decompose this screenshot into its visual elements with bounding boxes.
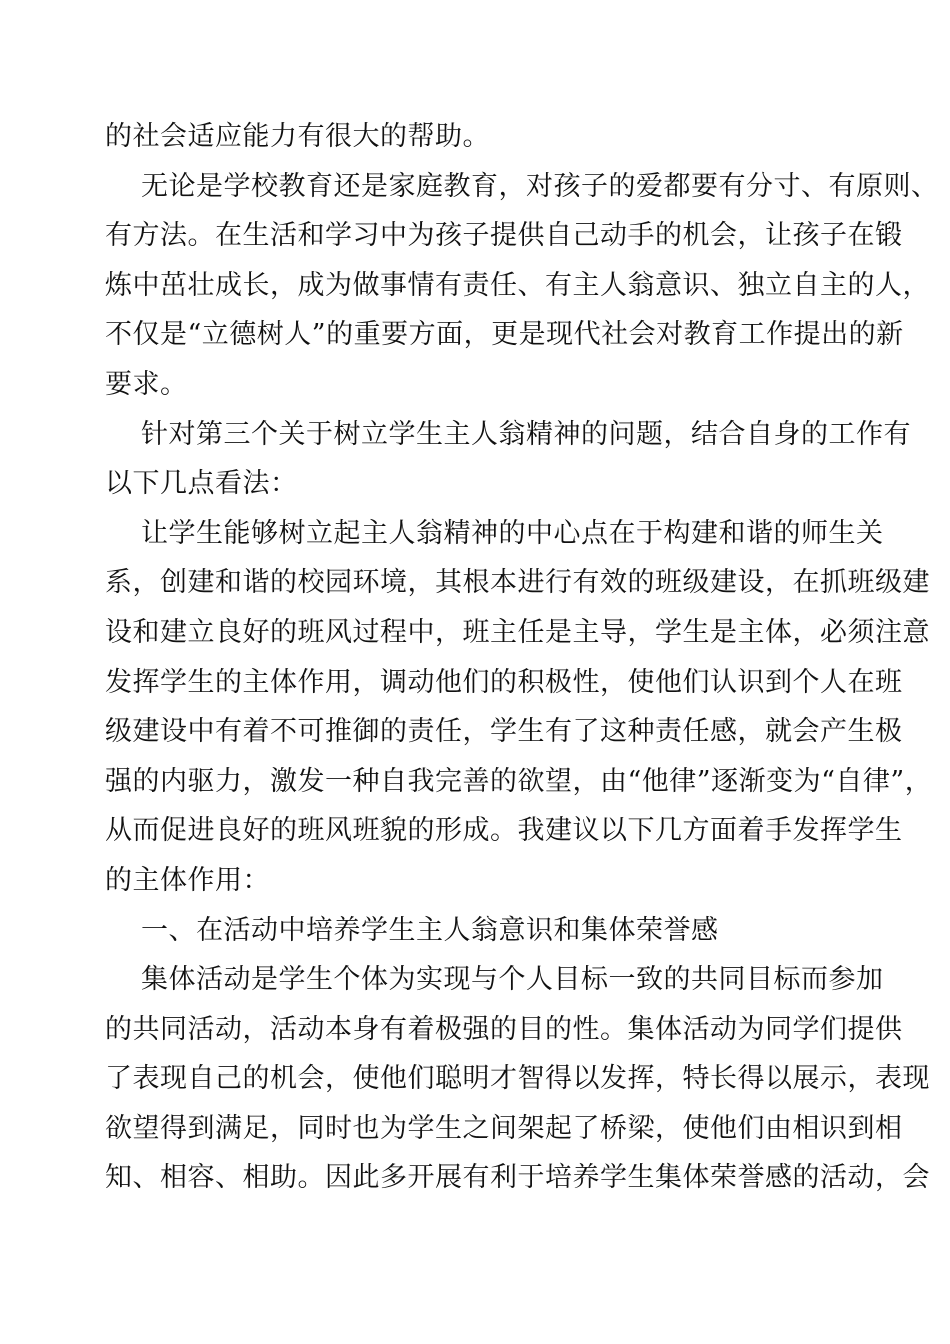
text-line: 无论是学校教育还是家庭教育，对孩子的爱都要有分寸、有原则、	[141, 170, 939, 202]
text-line: 系，创建和谐的校园环境，其根本进行有效的班级建设，在抓班级建	[105, 567, 930, 599]
text-line: 设和建立良好的班风过程中，班主任是主导，学生是主体，必须注意	[105, 616, 930, 648]
text-line: 要求。	[105, 368, 188, 400]
text-line: 欲望得到满足，同时也为学生之间架起了桥梁，使他们由相识到相	[105, 1112, 903, 1144]
text-line: 让学生能够树立起主人翁精神的中心点在于构建和谐的师生关	[141, 517, 884, 549]
document-body	[105, 112, 939, 1203]
text-line: 从而促进良好的班风班貌的形成。我建议以下几方面着手发挥学生	[105, 815, 903, 847]
text-line: 集体活动是学生个体为实现与个人目标一致的共同目标而参加	[141, 964, 884, 996]
text-line: 一、在活动中培养学生主人翁意识和集体荣誉感	[141, 914, 719, 946]
text-line: 强的内驱力，激发一种自我完善的欲望，由“他律”逐渐变为“自律”，	[105, 765, 933, 797]
text-line: 了表现自己的机会，使他们聪明才智得以发挥，特长得以展示，表现	[105, 1063, 930, 1095]
text-line: 级建设中有着不可推御的责任，学生有了这种责任感，就会产生极	[105, 716, 903, 748]
text-line: 炼中茁壮成长，成为做事情有责任、有主人翁意识、独立自主的人，	[105, 269, 930, 301]
text-line: 以下几点看法：	[105, 468, 298, 500]
text-line: 发挥学生的主体作用，调动他们的积极性，使他们认识到个人在班	[105, 666, 903, 698]
text-line: 的主体作用：	[105, 864, 270, 896]
text-line: 有方法。在生活和学习中为孩子提供自己动手的机会，让孩子在锻	[105, 220, 903, 252]
text-line: 针对第三个关于树立学生主人翁精神的问题，结合自身的工作有	[141, 418, 911, 450]
text-line: 的共同活动，活动本身有着极强的目的性。集体活动为同学们提供	[105, 1013, 903, 1045]
text-line: 不仅是“立德树人”的重要方面，更是现代社会对教育工作提出的新	[105, 319, 904, 351]
text-line: 知、相容、相助。因此多开展有利于培养学生集体荣誉感的活动，会	[105, 1162, 930, 1194]
text-line: 的社会适应能力有很大的帮助。	[105, 121, 490, 152]
